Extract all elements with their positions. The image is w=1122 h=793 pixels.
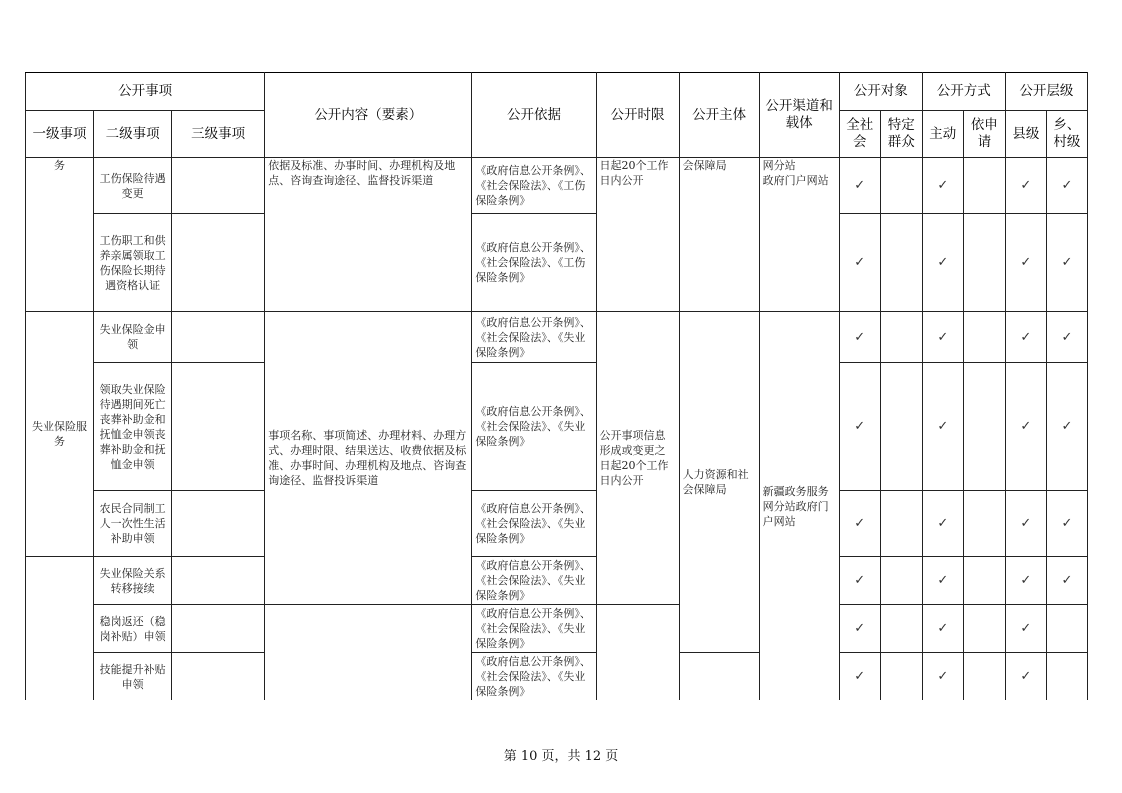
check-mark: ✓ <box>922 557 963 605</box>
content-cell: 事项名称、事项简述、办理材料、办理方式、办理时限、结果送达、收费依据及标准、办事时间、办理机构及地点、咨询查询途径、监督投诉渠道 <box>265 312 472 605</box>
page-number: 第 10 页，共 12 页 <box>503 749 619 764</box>
check-mark: ✓ <box>922 158 963 214</box>
table-row <box>26 363 1088 491</box>
disclosure-table <box>25 72 1088 700</box>
basis-cell: 《政府信息公开条例》、《社会保险法》、《失业保险条例》 <box>472 363 596 491</box>
level2-cell: 技能提升补贴申领 <box>94 653 172 701</box>
header-target-all: 全社会 <box>839 111 880 158</box>
empty-cell <box>963 491 1005 557</box>
level3-cell <box>172 158 265 214</box>
header-public-items: 公开事项 <box>26 73 265 111</box>
check-mark: ✓ <box>839 605 880 653</box>
time-cell <box>596 605 679 701</box>
basis-cell: 《政府信息公开条例》、《社会保险法》、《失业保险条例》 <box>472 605 596 653</box>
empty-cell <box>880 605 922 653</box>
table-row <box>26 158 1088 214</box>
content-cell: 依据及标准、办事时间、办理机构及地点、咨询查询途径、监督投诉渠道 <box>265 158 472 312</box>
check-mark: ✓ <box>1046 557 1087 605</box>
empty-cell <box>1046 605 1087 653</box>
empty-cell <box>880 491 922 557</box>
check-mark: ✓ <box>1005 491 1046 557</box>
level3-cell <box>172 312 265 363</box>
empty-cell <box>963 363 1005 491</box>
check-mark: ✓ <box>1005 605 1046 653</box>
level3-cell <box>172 491 265 557</box>
check-mark: ✓ <box>1046 214 1087 312</box>
level2-cell: 领取失业保险待遇期间死亡丧葬补助金和抚恤金申领丧葬补助金和抚恤金申领 <box>94 363 172 491</box>
level3-cell <box>172 605 265 653</box>
header-level3: 三级事项 <box>172 111 265 158</box>
check-mark: ✓ <box>839 363 880 491</box>
header-basis: 公开依据 <box>472 73 596 158</box>
check-mark: ✓ <box>1005 158 1046 214</box>
header-level2: 二级事项 <box>94 111 172 158</box>
check-mark: ✓ <box>922 214 963 312</box>
empty-cell <box>963 605 1005 653</box>
time-cell: 公开事项信息形成或变更之日起20个工作日内公开 <box>596 312 679 605</box>
check-mark: ✓ <box>839 312 880 363</box>
empty-cell <box>1046 653 1087 701</box>
table-row <box>26 605 1088 653</box>
level2-cell: 工伤职工和供养亲属领取工伤保险长期待遇资格认证 <box>94 214 172 312</box>
level3-cell <box>172 557 265 605</box>
empty-cell <box>880 557 922 605</box>
level1-cell: 失业保险服务 <box>26 312 94 557</box>
check-mark: ✓ <box>922 605 963 653</box>
empty-cell <box>880 312 922 363</box>
header-content: 公开内容（要素） <box>265 73 472 158</box>
empty-cell <box>880 363 922 491</box>
table-row <box>26 653 1088 701</box>
header-channel: 公开渠道和载体 <box>759 73 839 158</box>
level3-cell <box>172 363 265 491</box>
level3-cell <box>172 214 265 312</box>
channel-cell <box>759 158 839 312</box>
check-mark: ✓ <box>1046 491 1087 557</box>
check-mark: ✓ <box>1046 158 1087 214</box>
basis-cell: 《政府信息公开条例》、《社会保险法》、《工伤保险条例》 <box>472 214 596 312</box>
empty-cell <box>963 158 1005 214</box>
empty-cell <box>880 158 922 214</box>
level2-cell: 失业保险关系转移接续 <box>94 557 172 605</box>
channel-text-b: 政府门户网站 <box>762 174 829 187</box>
empty-cell <box>963 557 1005 605</box>
header-method-active: 主动 <box>922 111 963 158</box>
table-row <box>26 214 1088 312</box>
check-mark: ✓ <box>1005 363 1046 491</box>
check-mark: ✓ <box>1005 653 1046 701</box>
check-mark: ✓ <box>1005 557 1046 605</box>
check-mark: ✓ <box>839 653 880 701</box>
level2-cell: 失业保险金申领 <box>94 312 172 363</box>
header-target-specific: 特定群众 <box>880 111 922 158</box>
level1-cell: 务 <box>26 158 94 312</box>
subject-cell <box>679 653 759 701</box>
header-level1: 一级事项 <box>26 111 94 158</box>
time-cell: 日起20个工作日内公开 <box>596 158 679 312</box>
table-row <box>26 491 1088 557</box>
check-mark: ✓ <box>839 557 880 605</box>
table-row <box>26 312 1088 363</box>
check-mark: ✓ <box>839 214 880 312</box>
check-mark: ✓ <box>1046 312 1087 363</box>
level2-cell: 农民合同制工人一次性生活补助申领 <box>94 491 172 557</box>
check-mark: ✓ <box>922 491 963 557</box>
basis-cell: 《政府信息公开条例》、《社会保险法》、《失业保险条例》 <box>472 557 596 605</box>
header-target: 公开对象 <box>839 73 922 111</box>
basis-cell: 《政府信息公开条例》、《社会保险法》、《工伤保险条例》 <box>472 158 596 214</box>
basis-cell: 《政府信息公开条例》、《社会保险法》、《失业保险条例》 <box>472 491 596 557</box>
level1-cell <box>26 557 94 701</box>
subject-cell: 人力资源和社会保障局 <box>679 312 759 653</box>
content-cell <box>265 605 472 701</box>
subject-cell: 会保障局 <box>679 158 759 312</box>
header-method-request: 依申请 <box>963 111 1005 158</box>
check-mark: ✓ <box>922 363 963 491</box>
table-row <box>26 557 1088 605</box>
header-subject: 公开主体 <box>679 73 759 158</box>
basis-cell: 《政府信息公开条例》、《社会保险法》、《失业保险条例》 <box>472 653 596 701</box>
header-level-village: 乡、村级 <box>1046 111 1087 158</box>
check-mark: ✓ <box>922 312 963 363</box>
level3-cell <box>172 653 265 701</box>
check-mark: ✓ <box>839 491 880 557</box>
check-mark: ✓ <box>922 653 963 701</box>
check-mark: ✓ <box>839 158 880 214</box>
empty-cell <box>963 653 1005 701</box>
empty-cell <box>880 214 922 312</box>
channel-text-a: 网分站 <box>762 159 796 172</box>
empty-cell <box>963 312 1005 363</box>
basis-cell: 《政府信息公开条例》、《社会保险法》、《失业保险条例》 <box>472 312 596 363</box>
check-mark: ✓ <box>1046 363 1087 491</box>
level2-cell: 稳岗返还（稳岗补贴）申领 <box>94 605 172 653</box>
header-level-county: 县级 <box>1005 111 1046 158</box>
header-method: 公开方式 <box>922 73 1005 111</box>
empty-cell <box>963 214 1005 312</box>
check-mark: ✓ <box>1005 214 1046 312</box>
header-time: 公开时限 <box>596 73 679 158</box>
check-mark: ✓ <box>1005 312 1046 363</box>
channel-cell: 新疆政务服务网分站政府门户网站 <box>759 312 839 701</box>
empty-cell <box>880 653 922 701</box>
header-level: 公开层级 <box>1005 73 1087 111</box>
level2-cell: 工伤保险待遇变更 <box>94 158 172 214</box>
